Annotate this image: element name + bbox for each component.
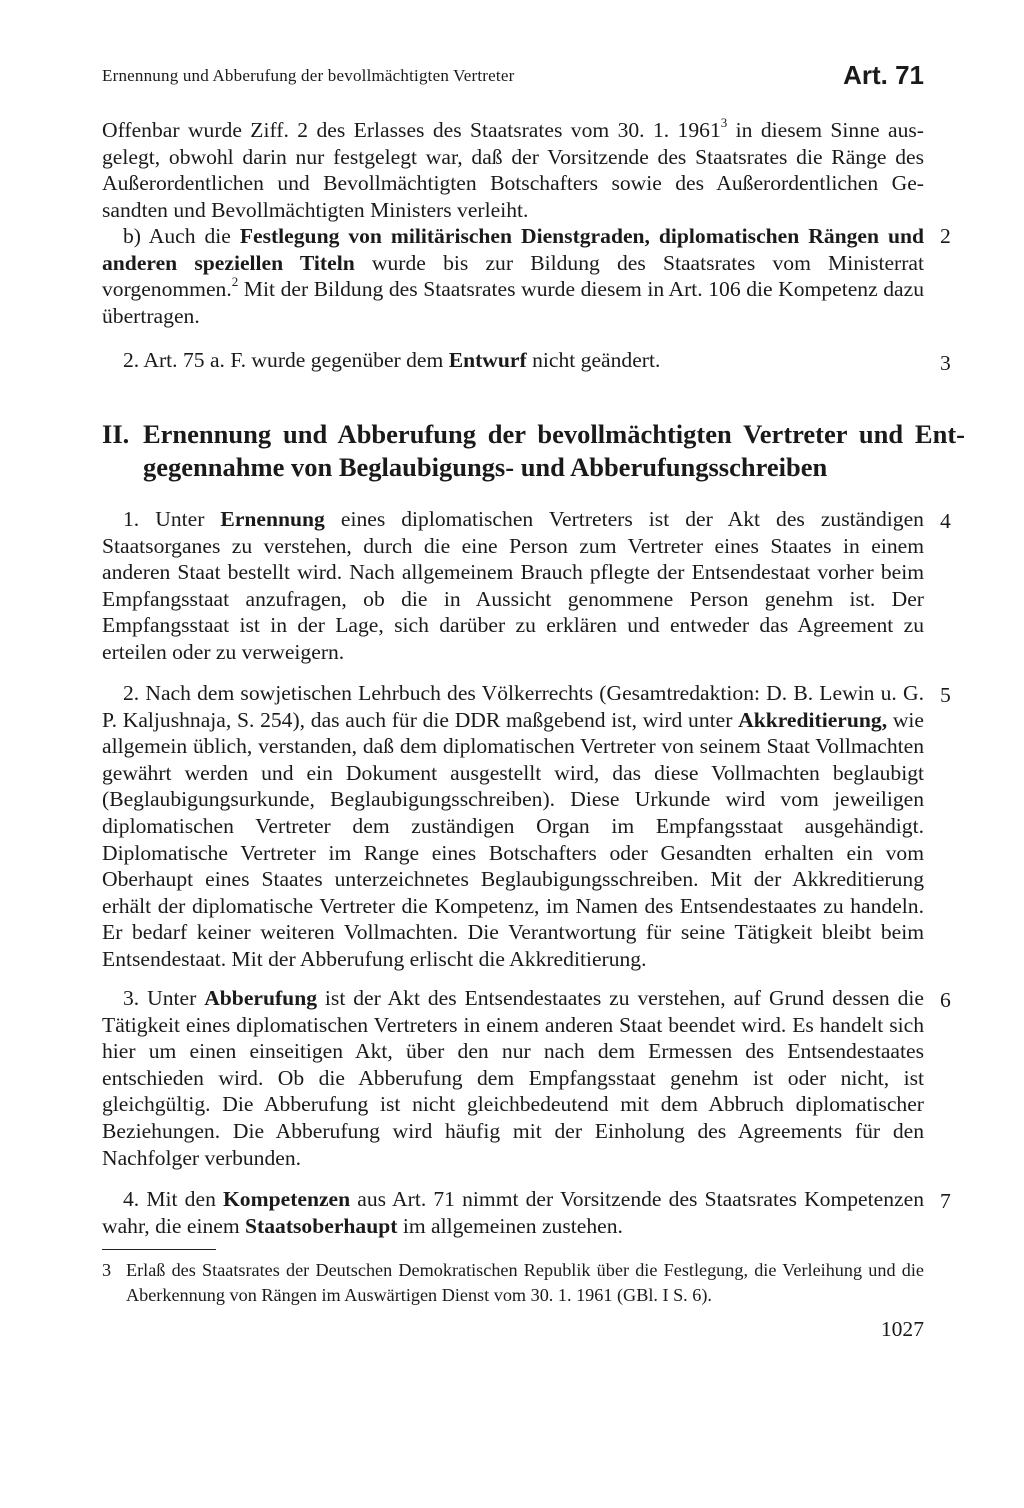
paragraph-continuation xyxy=(102,114,924,223)
heading-text: Ernennung und Abberufung der bevollmächtigten Vertreter und Entgegennahme von Beglaubigungs- und Abberufungsschreiben xyxy=(143,419,965,482)
page-number: 1027 xyxy=(880,1317,924,1341)
text-run: eines diplomatischen Vertreters ist der Akt des zuständigen Staatsorganes zu verstehen, durch die eine Person zum Vertreter eines Staates in einem anderen Staat bestellt wird. Nach allgemeinem Brauch pflegte der Entsendestaat vorher beim Empfangsstaat anzufragen, ob die in Aussicht genommene Person genehm ist. Der Empfangsstaat ist in der Lage, sich darüber zu erklären und entweder das Agreement zu erteilen oder zu verweigern. xyxy=(102,507,924,664)
running-title: Ernennung und Abberufung der bevollmächtigten Vertreter xyxy=(102,66,515,85)
heading-number: II. xyxy=(102,419,130,449)
bold-term: Staatsoberhaupt xyxy=(245,1213,398,1238)
text-run: nicht geändert. xyxy=(526,348,661,372)
margin-number: 4 xyxy=(940,509,951,533)
text-run: b) Auch die xyxy=(123,224,240,248)
text-run: ist der Akt des Entsendestaates zu verstehen, auf Grund dessen die Tätigkeit eines diplomatischen Vertreters in einem anderen Staat beendet wird. Es handelt sich hier um einen einseitigen Akt, über den nur nach dem Ermessen des Entsendestaates entschieden wird. Ob die Abberufung dem Empfangsstaat genehm ist oder nicht, ist gleichgültig. Die Abberufung ist nicht gleichbedeutend mit dem Abbruch diplomatischer Beziehungen. Die Abberufung wird häufig mit der Einholung des Agreements für den Nachfolger verbunden. xyxy=(102,986,924,1170)
bold-term: Akkreditierung, xyxy=(738,707,888,732)
footnote-ref: 3 xyxy=(720,114,728,130)
text-run: wurde bis zur Bildung des Staatsrates vom Ministerrat vorgenommen. xyxy=(102,250,924,302)
bold-term: Festlegung von militärischen Dienstgraden, diplomatischen Rängen und anderen speziellen Titeln xyxy=(102,224,924,275)
text-run: im allgemeinen zustehen. xyxy=(397,1213,623,1238)
text-run: 2. Nach dem sowjetischen Lehrbuch des Völkerrechts (Gesamtredaktion: D. B. Lewin u. G. P. Kaljushnaja, S. 254), das auch für die DDR maßgebend ist, wird unter xyxy=(102,681,924,732)
paragraph-5 xyxy=(102,680,924,973)
bold-term: Entwurf xyxy=(448,348,527,372)
text-run: wie allgemein üblich, verstanden, daß dem diplomatischen Vertreter von seinem Staat Vollmachten gewährt werden und ein Dokument ausgestellt wird, das diese Vollmachten beglaubigt (Beglaubigungsurkunde, Beglaubigungsschreiben). Diese Urkunde wird vom jeweiligen diplomatischen Vertreter dem zuständigen Organ im Empfangsstaat ausgehändigt. Diplomatische Vertreter im Range eines Botschafters oder Gesandten erhalten ein vom Oberhaupt eines Staates unterzeichnetes Beglaubigungsschreiben. Mit der Akkreditierung erhält der diplomatische Vertreter die Kompetenz, im Namen des Entsendestaates zu handeln. Er bedarf keiner weiteren Vollmachten. Die Verantwortung für seine Tätigkeit bleibt beim Entsendestaat. Mit der Abberufung erlischt die Akkreditierung. xyxy=(102,707,924,971)
footnote-mark: 3 xyxy=(102,1260,112,1280)
bold-term: Abberufung xyxy=(204,986,318,1010)
text-run: 4. Mit den xyxy=(123,1187,224,1211)
text-run: Offenbar wurde Ziff. 2 des Erlasses des Staatsrates vom 30. 1. 1961 xyxy=(102,118,721,142)
page-header xyxy=(102,62,924,102)
footnote-ref: 2 xyxy=(231,274,239,289)
text-run: in diesem Sinne ausgelegt, obwohl darin nur festgelegt war, daß der Vorsitzende des Staatsrates die Ränge des Außerordentlichen und Bevollmächtigten Botschafters sowie des Außerordentlichen Gesandten und Bevollmächtigten Ministers verleiht. xyxy=(102,118,924,222)
bold-term: Kompetenzen xyxy=(223,1187,351,1211)
paragraph-4 xyxy=(102,506,924,666)
text-run: 3. Unter xyxy=(123,986,205,1010)
paragraph-3 xyxy=(102,347,924,374)
text-run: Mit der Bildung des Staatsrates wurde diesem in Art. 106 die Kompetenz dazu übertragen. xyxy=(102,277,924,328)
paragraph-7 xyxy=(102,1186,924,1239)
margin-number: 7 xyxy=(940,1189,951,1213)
footnote xyxy=(102,1258,924,1308)
margin-number: 5 xyxy=(940,683,951,707)
margin-number: 6 xyxy=(940,988,951,1012)
paragraph-b xyxy=(102,223,924,329)
paragraph-6 xyxy=(102,985,924,1171)
text-run: 2. Art. 75 a. F. wurde gegenüber dem xyxy=(123,348,449,372)
bold-term: Ernennung xyxy=(220,507,325,531)
footnote-rule xyxy=(102,1249,216,1250)
text-run: 1. Unter xyxy=(123,507,221,531)
section-heading xyxy=(102,418,965,484)
footnote-text: Erlaß des Staatsrates der Deutschen Demokratischen Republik über die Festlegung, die Verleihung und die Aberkennung von Rängen im Auswärtigen Dienst vom 30. 1. 1961 (GBl. I S. 6). xyxy=(126,1260,924,1305)
article-label: Art. 71 xyxy=(843,60,924,90)
margin-number: 3 xyxy=(940,351,951,375)
margin-number: 2 xyxy=(940,224,951,248)
text-run: aus Art. 71 nimmt der Vorsitzende des Staatsrates Kompetenzen wahr, die einem xyxy=(102,1187,924,1238)
